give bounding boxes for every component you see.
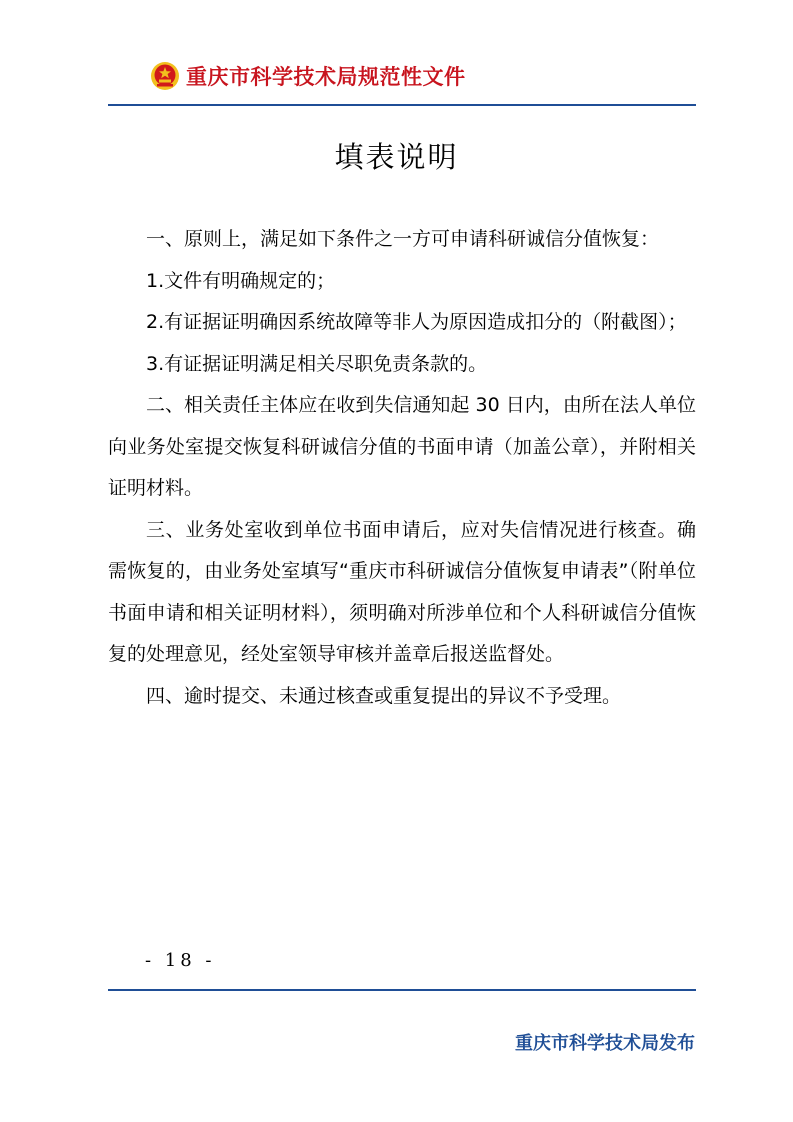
header-title: 重庆市科学技术局规范性文件 (186, 64, 466, 89)
national-emblem-icon (150, 61, 180, 91)
paragraph: 三、业务处室收到单位书面申请后，应对失信情况进行核查。确需恢复的，由业务处室填写“重庆市科研诚信分值恢复申请表”（附单位书面申请和相关证明材料），须明确对所涉单位和个人科研诚信分值恢复的处理意见，经处室领导审核并盖章后报送监督处。 (108, 518, 696, 665)
paragraph: 二、相关责任主体应在收到失信通知起 30 日内，由所在法人单位向业务处室提交恢复科研诚信分值的书面申请（加盖公章），并附相关证明材料。 (108, 394, 696, 499)
paragraph: 1.文件有明确规定的； (146, 269, 336, 292)
paragraph: 3.有证据证明满足相关尽职免责条款的。 (146, 352, 488, 375)
paragraph: 一、原则上，满足如下条件之一方可申请科研诚信分值恢复： (146, 228, 660, 250)
header-divider (108, 104, 696, 106)
page-number: - 18 - (145, 950, 216, 971)
footer-divider (108, 989, 696, 991)
document-header (150, 58, 466, 94)
paragraph: 四、逾时提交、未通过核查或重复提出的异议不予受理。 (146, 684, 622, 707)
document-body (108, 219, 696, 717)
paragraph: 2.有证据证明确因系统故障等非人为原因造成扣分的（附截图）； (146, 311, 687, 333)
footer-publisher: 重庆市科学技术局发布 (515, 1033, 695, 1054)
document-title: 填表说明 (334, 140, 459, 174)
